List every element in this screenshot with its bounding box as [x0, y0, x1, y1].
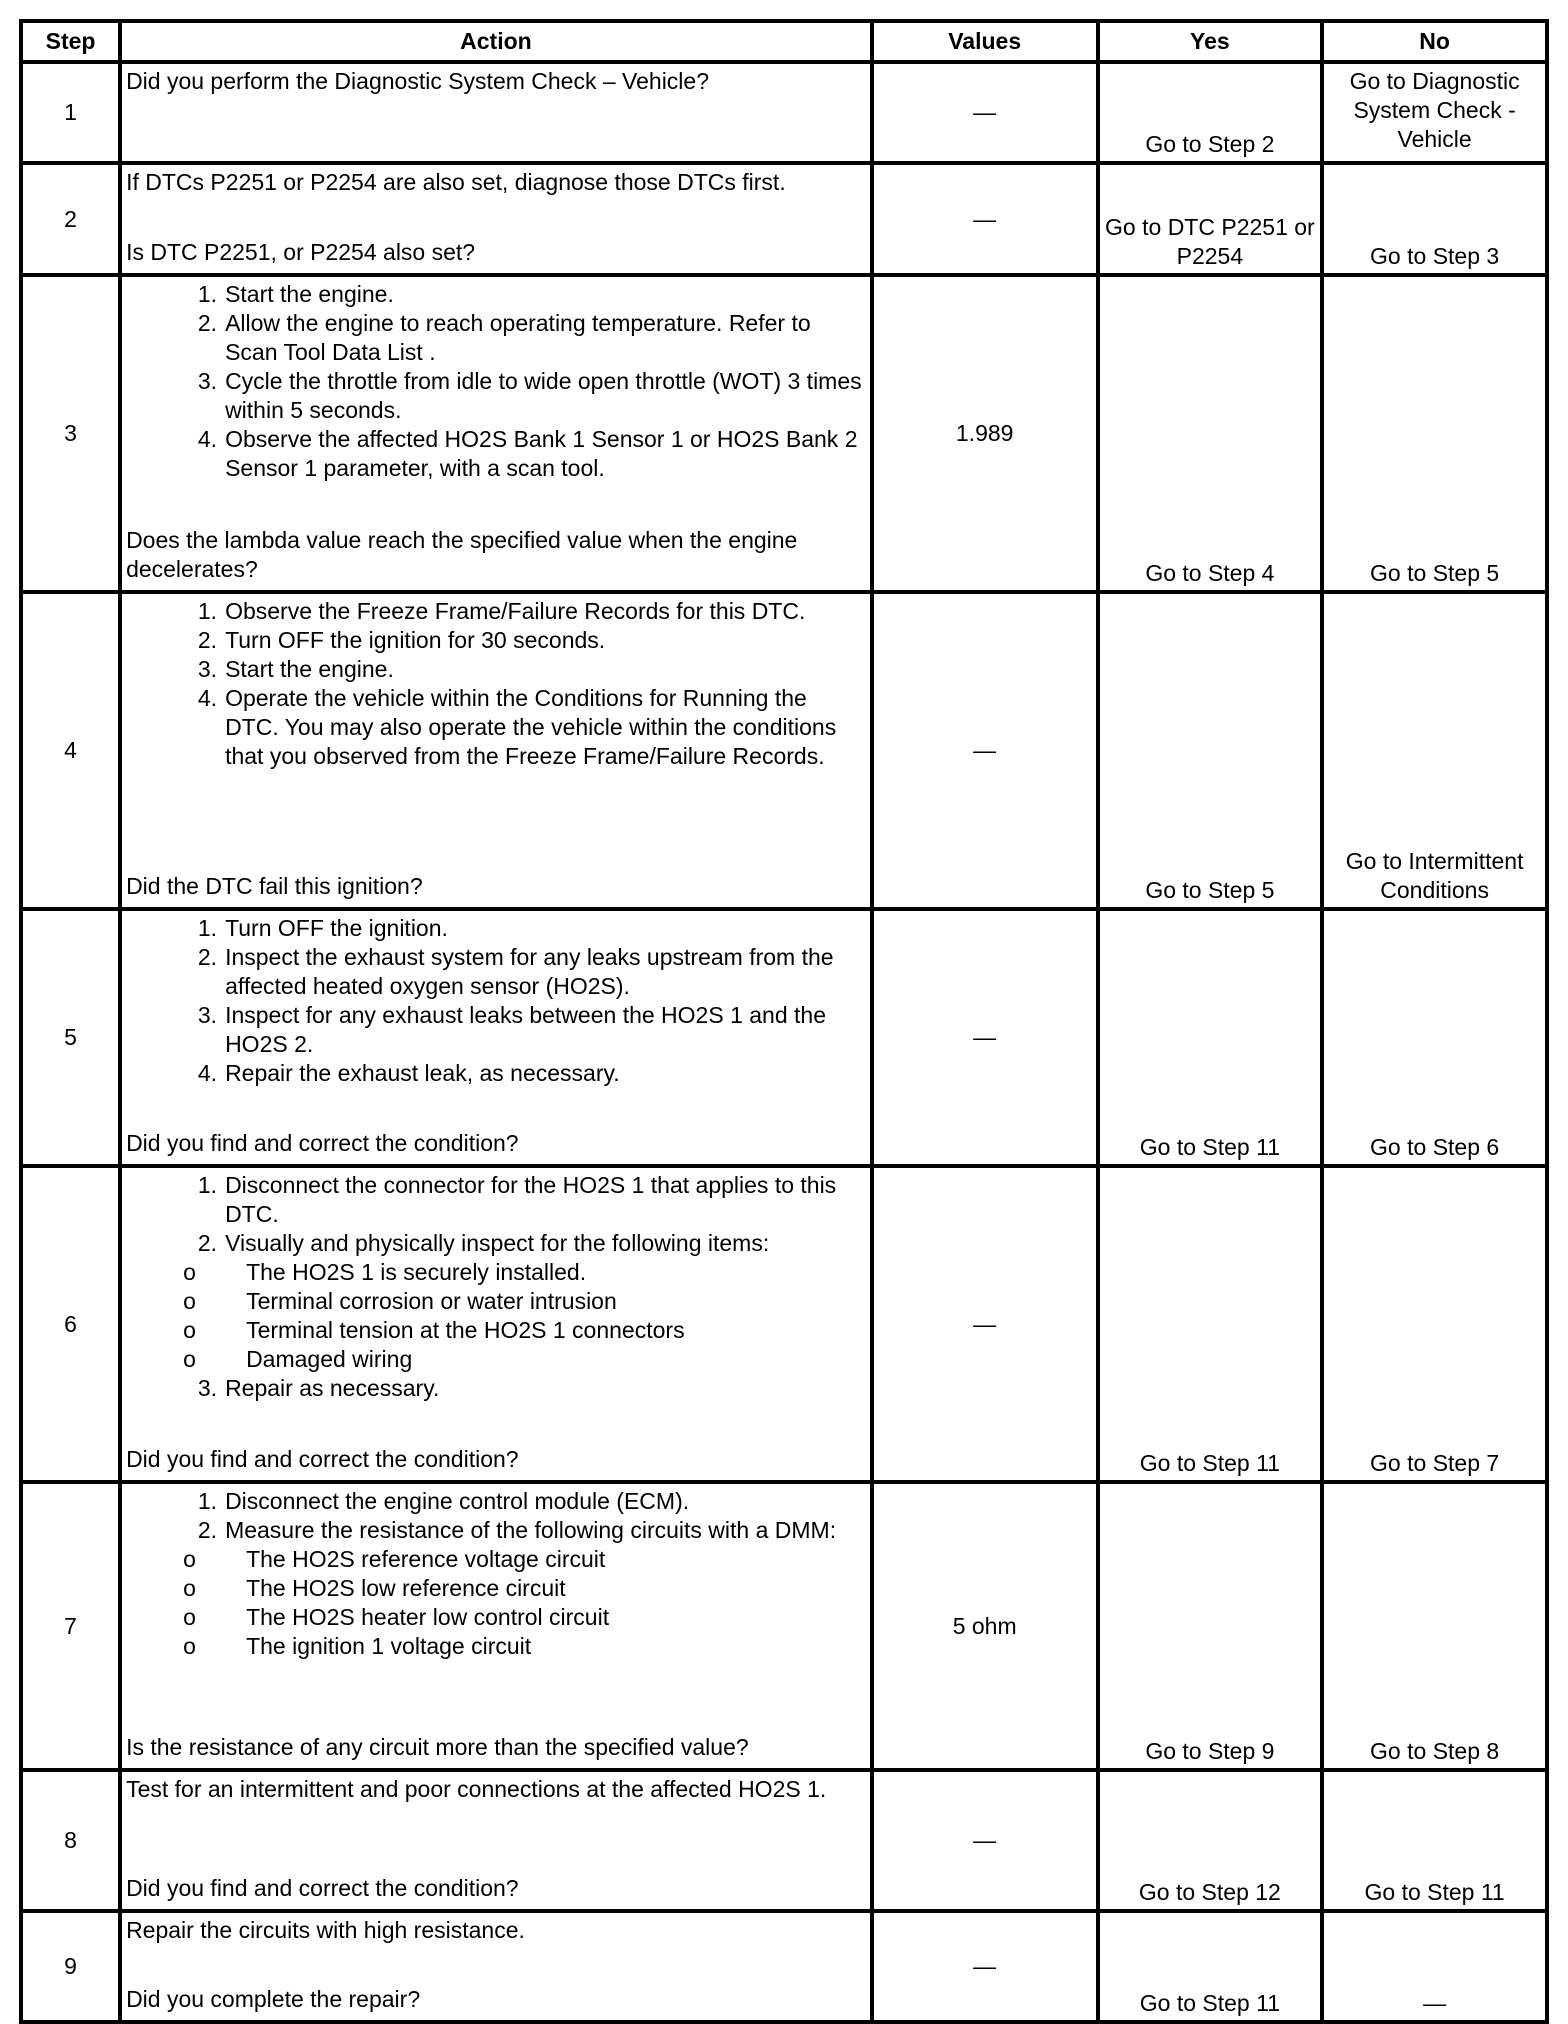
- header-no: No: [1322, 21, 1547, 62]
- values-cell: —: [872, 1166, 1098, 1482]
- values-cell: —: [872, 1911, 1098, 2022]
- yes-cell: Go to Step 2: [1098, 62, 1323, 163]
- list-item: 2. Turn OFF the ignition for 30 seconds.: [197, 627, 606, 653]
- bullet-item: o The HO2S heater low control circuit: [183, 1604, 610, 1630]
- action-text: Test for an intermittent and poor connections at the affected HO2S 1.: [126, 1776, 827, 1802]
- action-cell: [120, 275, 872, 592]
- list-item: 3. Cycle the throttle from idle to wide open throttle (WOT) 3 times within 5 seconds.: [197, 368, 862, 423]
- action-text: Did you perform the Diagnostic System Check – Vehicle?: [126, 68, 710, 94]
- list-item: 2. Measure the resistance of the following circuits with a DMM:: [197, 1517, 837, 1543]
- action-cell: [120, 163, 872, 275]
- header-row: [21, 21, 1547, 62]
- action-text: If DTCs P2251 or P2254 are also set, diagnose those DTCs first.: [126, 169, 786, 195]
- list-item: 2. Allow the engine to reach operating temperature. Refer to Scan Tool Data List .: [197, 310, 811, 365]
- table-row: [21, 62, 1547, 163]
- bullet-item: o Terminal corrosion or water intrusion: [183, 1288, 617, 1314]
- action-cell: [120, 1770, 872, 1911]
- list-item: 1. Start the engine.: [197, 281, 394, 307]
- step-number: 4: [21, 592, 120, 909]
- action-question: Did you find and correct the condition?: [126, 1446, 519, 1472]
- step-number: 2: [21, 163, 120, 275]
- list-item: 1. Disconnect the connector for the HO2S 1 that applies to this DTC.: [197, 1172, 837, 1227]
- no-cell: Go to Step 5: [1322, 275, 1547, 592]
- yes-cell: Go to Step 11: [1098, 1166, 1323, 1482]
- yes-cell: Go to DTC P2251 or P2254: [1098, 163, 1323, 275]
- list-item: 4. Repair the exhaust leak, as necessary.: [197, 1060, 620, 1086]
- step-number: 9: [21, 1911, 120, 2022]
- action-steps: [126, 280, 866, 483]
- values-cell: —: [872, 163, 1098, 275]
- list-item: 1. Turn OFF the ignition.: [197, 915, 448, 941]
- diagnostic-table-container: [19, 19, 1549, 2024]
- bullet-item: o The HO2S 1 is securely installed.: [183, 1259, 587, 1285]
- values-cell: 5 ohm: [872, 1482, 1098, 1770]
- bullet-item: o Damaged wiring: [183, 1346, 413, 1372]
- header-values: Values: [872, 21, 1098, 62]
- values-cell: —: [872, 909, 1098, 1166]
- action-cell: [120, 1911, 872, 2022]
- table-row: [21, 1911, 1547, 2022]
- action-cell: [120, 1166, 872, 1482]
- yes-cell: Go to Step 11: [1098, 909, 1323, 1166]
- bullet-item: o Terminal tension at the HO2S 1 connectors: [183, 1317, 685, 1343]
- no-cell: Go to Diagnostic System Check - Vehicle: [1322, 62, 1547, 163]
- values-cell: —: [872, 1770, 1098, 1911]
- action-cell: [120, 62, 872, 163]
- step-number: 5: [21, 909, 120, 1166]
- yes-cell: Go to Step 11: [1098, 1911, 1323, 2022]
- header-step: Step: [21, 21, 120, 62]
- header-yes: Yes: [1098, 21, 1323, 62]
- action-question: Is DTC P2251, or P2254 also set?: [126, 239, 476, 265]
- list-item: 2. Inspect the exhaust system for any leaks upstream from the affected heated oxygen sensor (HO2S).: [197, 944, 834, 999]
- list-item: 3. Start the engine.: [197, 656, 394, 682]
- list-item: 4. Operate the vehicle within the Conditions for Running the DTC. You may also operate the vehicle within the conditions that you observed from the Freeze Frame/Failure Records.: [197, 685, 837, 769]
- bullet-item: o The HO2S low reference circuit: [183, 1575, 566, 1601]
- values-cell: —: [872, 62, 1098, 163]
- yes-cell: Go to Step 4: [1098, 275, 1323, 592]
- table-row: [21, 909, 1547, 1166]
- bullet-item: o The HO2S reference voltage circuit: [183, 1546, 606, 1572]
- no-cell: Go to Step 11: [1322, 1770, 1547, 1911]
- action-question: Did you complete the repair?: [126, 1986, 421, 2012]
- list-item: 2. Visually and physically inspect for the following items:: [197, 1230, 770, 1256]
- no-cell: —: [1322, 1911, 1547, 2022]
- no-cell: Go to Intermittent Conditions: [1322, 592, 1547, 909]
- list-item: 4. Observe the affected HO2S Bank 1 Sensor 1 or HO2S Bank 2 Sensor 1 parameter, with a scan tool.: [197, 426, 858, 481]
- diagnostic-table: [19, 19, 1549, 2024]
- action-question: Did you find and correct the condition?: [126, 1130, 519, 1156]
- no-cell: Go to Step 6: [1322, 909, 1547, 1166]
- action-question: Did you find and correct the condition?: [126, 1875, 519, 1901]
- action-steps: [126, 914, 866, 1088]
- table-row: [21, 592, 1547, 909]
- action-cell: [120, 909, 872, 1166]
- action-cell: [120, 1482, 872, 1770]
- table-row: [21, 1482, 1547, 1770]
- no-cell: Go to Step 7: [1322, 1166, 1547, 1482]
- action-steps: [126, 1374, 866, 1403]
- action-text: Repair the circuits with high resistance.: [126, 1917, 525, 1943]
- step-number: 8: [21, 1770, 120, 1911]
- values-cell: 1.989: [872, 275, 1098, 592]
- list-item: 3. Repair as necessary.: [197, 1375, 440, 1401]
- values-cell: —: [872, 592, 1098, 909]
- action-steps: [126, 1487, 866, 1545]
- action-steps: [126, 1171, 866, 1258]
- yes-cell: Go to Step 12: [1098, 1770, 1323, 1911]
- table-row: [21, 1770, 1547, 1911]
- step-number: 6: [21, 1166, 120, 1482]
- yes-cell: Go to Step 5: [1098, 592, 1323, 909]
- list-item: 1. Disconnect the engine control module (ECM).: [197, 1488, 690, 1514]
- header-action: Action: [120, 21, 872, 62]
- table-row: [21, 275, 1547, 592]
- action-question: Does the lambda value reach the specified value when the engine decelerates?: [126, 527, 798, 582]
- yes-cell: Go to Step 9: [1098, 1482, 1323, 1770]
- list-item: 1. Observe the Freeze Frame/Failure Records for this DTC.: [197, 598, 806, 624]
- table-row: [21, 163, 1547, 275]
- action-steps: [126, 597, 866, 771]
- list-item: 3. Inspect for any exhaust leaks between the HO2S 1 and the HO2S 2.: [197, 1002, 826, 1057]
- circuit-bullets: [126, 1545, 866, 1661]
- inspection-bullets: [126, 1258, 866, 1374]
- step-number: 3: [21, 275, 120, 592]
- no-cell: Go to Step 8: [1322, 1482, 1547, 1770]
- no-cell: Go to Step 3: [1322, 163, 1547, 275]
- step-number: 1: [21, 62, 120, 163]
- bullet-item: o The ignition 1 voltage circuit: [183, 1633, 532, 1659]
- action-question: Did the DTC fail this ignition?: [126, 873, 423, 899]
- action-question: Is the resistance of any circuit more than the specified value?: [126, 1734, 749, 1760]
- step-number: 7: [21, 1482, 120, 1770]
- table-row: [21, 1166, 1547, 1482]
- action-cell: [120, 592, 872, 909]
